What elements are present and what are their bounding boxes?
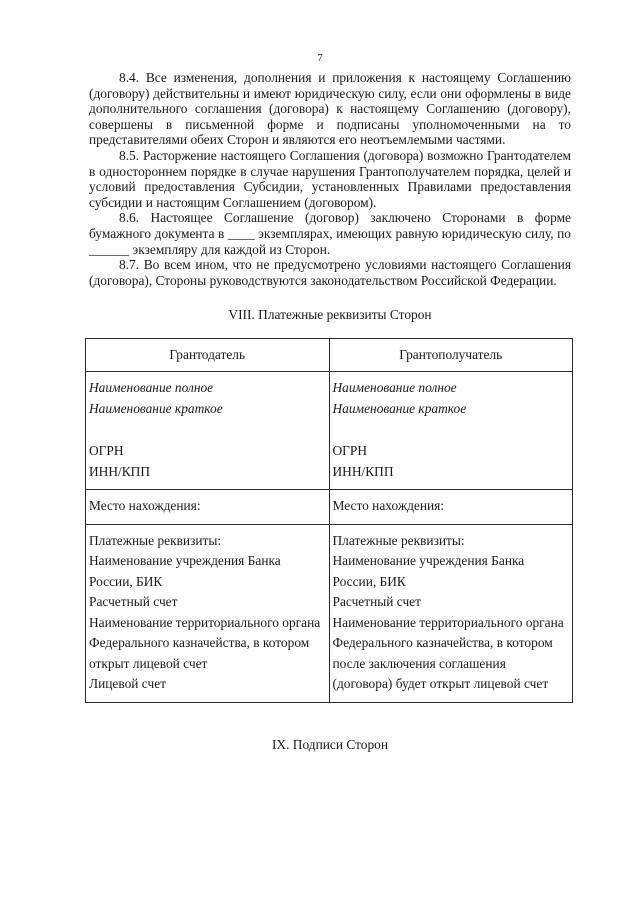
grantee-inn-kpp: ИНН/КПП <box>332 463 394 479</box>
section-8-title: VIII. Платежные реквизиты Сторон <box>228 307 432 323</box>
grantee-names-cell <box>329 372 573 490</box>
grantee-payment-line: Платежные реквизиты: <box>332 532 465 548</box>
grantee-payment-cell <box>329 524 573 702</box>
grantor-location: Место нахождения: <box>86 490 330 525</box>
grantor-names-cell <box>86 372 330 490</box>
table-row-location <box>86 490 573 525</box>
grantee-payment-line: Расчетный счет <box>332 594 421 610</box>
table-header-row <box>86 338 573 372</box>
section-9-title: IX. Подписи Сторон <box>271 736 389 752</box>
table-row-payment <box>86 524 573 702</box>
grantor-payment-line: Расчетный счет <box>89 594 178 610</box>
paragraph-8-5: 8.5. Расторжение настоящего Соглашения (договора) возможно Грантодателем в одностороннем порядке в случае нарушения Грантополучателем порядка, целей и условий предоставления Субсидии, установленных Правилами предоставления субсидии и настоящим Соглашением (договором). <box>89 147 571 210</box>
document-body <box>89 70 571 753</box>
page-number: 7 <box>317 52 323 64</box>
paragraph-8-7: 8.7. Во всем ином, что не предусмотрено условиями настоящего Соглашения (договора), Стороны руководствуются законодательством Российской Федерации. <box>89 257 571 288</box>
grantor-name-short: Наименование краткое <box>89 400 223 416</box>
grantor-payment-line: Платежные реквизиты: <box>89 532 222 548</box>
header-grantor: Грантодатель <box>86 338 330 372</box>
grantor-name-full: Наименование полное <box>89 380 214 396</box>
grantor-payment-cell <box>86 524 330 702</box>
grantor-payment-line: Наименование территориального органа Федерального казначейства, в котором открыт лицевой счет <box>89 614 321 671</box>
grantor-ogrn: ОГРН <box>89 443 124 459</box>
paragraph-8-4: 8.4. Все изменения, дополнения и приложения к настоящему Соглашению (договору) действительны и имеют юридическую силу, если они оформлены в виде дополнительного соглашения (договора) к настоящему Соглашению (договору), совершены в письменной форме и подписаны уполномоченными на то представителями обеих Сторон и являются его неотъемлемыми частями. <box>89 70 571 148</box>
table-row-names <box>86 372 573 490</box>
grantee-name-short: Наименование краткое <box>332 400 467 416</box>
grantee-payment-line: Наименование учреждения Банка России, БИК <box>332 553 525 589</box>
grantee-name-full: Наименование полное <box>332 380 457 396</box>
grantor-inn-kpp: ИНН/КПП <box>89 463 151 479</box>
grantor-payment-line: Наименование учреждения Банка России, БИК <box>89 553 281 589</box>
grantor-payment-line: Лицевой счет <box>89 676 167 692</box>
grantee-ogrn: ОГРН <box>332 443 368 459</box>
grantee-payment-line: Наименование территориального органа Федерального казначейства, в котором после заключения соглашения (договора) будет открыт лицевой счет <box>332 614 564 692</box>
header-grantee: Грантополучатель <box>329 338 573 372</box>
payment-details-table <box>85 338 573 703</box>
grantee-location: Место нахождения: <box>329 490 573 525</box>
paragraph-8-6: 8.6. Настоящее Соглашение (договор) заключено Сторонами в форме бумажного документа в ____ экземплярах, имеющих равную юридическую силу, по ______ экземпляру для каждой из Сторон. <box>89 210 571 257</box>
